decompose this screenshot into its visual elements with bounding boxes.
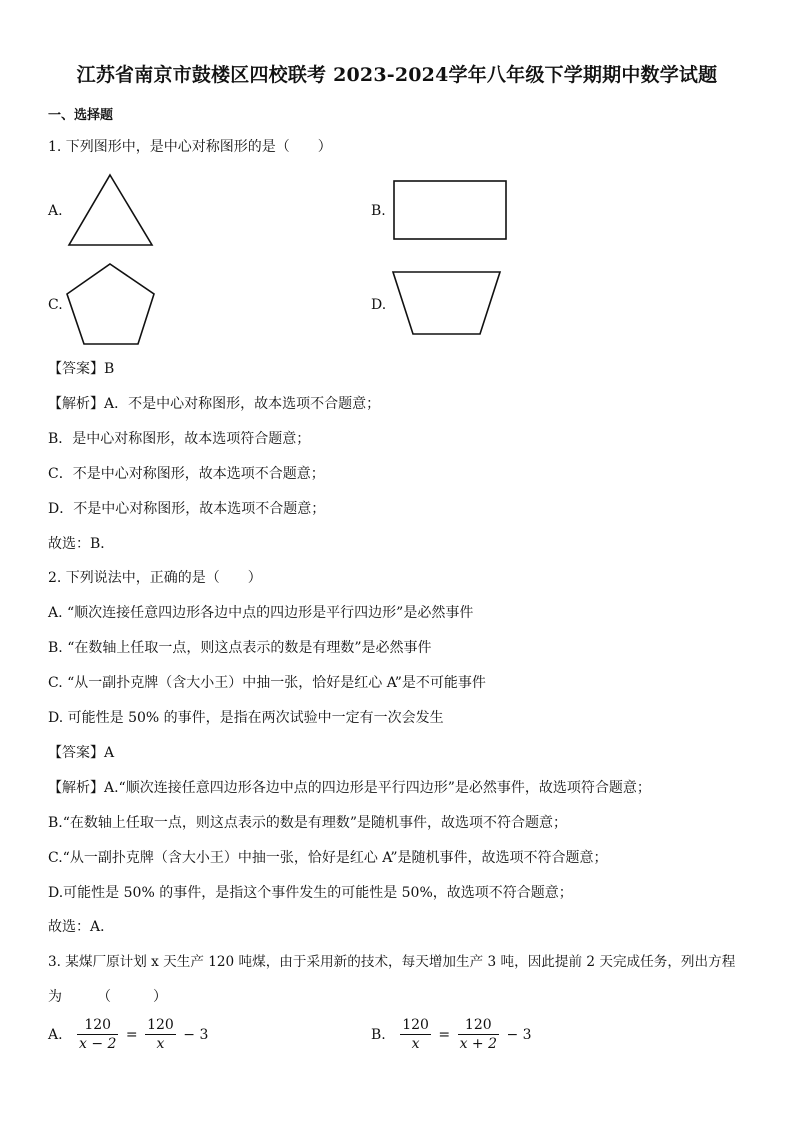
q3-option-a	[48, 1017, 211, 1052]
q2-analysis-line: B.“在数轴上任取一点，则这点表示的数是有理数”是随机事件，故选项不符合题意；	[48, 815, 568, 831]
q2-analysis-line: C.“从一副扑克牌（含大小王）中抽一张，恰好是红心 A”是随机事件，故选项不符合题意；	[48, 850, 608, 866]
q2-option: D. 可能性是 50% 的事件，是指在两次试验中一定有一次会发生	[48, 710, 444, 726]
denominator: x	[411, 1036, 420, 1052]
q3-option-a-label: A.	[48, 1026, 63, 1043]
q1-analysis-line: 【解析】A．不是中心对称图形，故本选项不合题意；	[48, 396, 381, 412]
numerator: 120	[147, 1017, 174, 1033]
q2-analysis-line: 故选：A．	[48, 919, 115, 935]
q3-stem-continued: 为 （ ）	[48, 989, 167, 1005]
fraction	[77, 1017, 118, 1052]
q1-analysis-line: 故选：B．	[48, 536, 115, 552]
pentagon-figure	[64, 260, 160, 348]
q3-option-b-label: B.	[371, 1026, 386, 1043]
section-heading: 一、选择题	[48, 108, 114, 123]
numerator: 120	[402, 1017, 429, 1033]
equals-sign: =	[438, 1026, 451, 1043]
expression-tail: − 3	[506, 1026, 532, 1043]
q3-stem: 3. 某煤厂原计划 x 天生产 120 吨煤，由于采用新的技术，每天增加生产 3 吨，因此提前 2 天完成任务，列出方程	[48, 954, 736, 970]
fraction	[145, 1017, 176, 1052]
denominator: x	[156, 1036, 165, 1052]
q2-stem: 2. 下列说法中，正确的是（ ）	[48, 570, 262, 586]
denominator: x + 2	[459, 1036, 498, 1052]
triangle-figure	[66, 171, 156, 249]
fraction	[400, 1017, 431, 1052]
q2-option: A. “顺次连接任意四边形各边中点的四边形是平行四边形”是必然事件	[48, 605, 474, 621]
q2-option: C. “从一副扑克牌（含大小王）中抽一张，恰好是红心 A”是不可能事件	[48, 675, 486, 691]
q1-analysis-line: D．不是中心对称图形，故本选项不合题意；	[48, 501, 326, 517]
numerator: 120	[77, 1017, 118, 1035]
q1-option-a-label: A.	[48, 203, 63, 219]
fraction	[458, 1017, 499, 1052]
q1-answer: 【答案】B	[48, 361, 115, 377]
q2-option: B. “在数轴上任取一点，则这点表示的数是有理数”是必然事件	[48, 640, 432, 656]
q2-analysis-line: D.可能性是 50% 的事件，是指这个事件发生的可能性是 50%，故选项不符合题意；	[48, 885, 573, 901]
q1-stem: 1. 下列图形中，是中心对称图形的是（ ）	[48, 139, 332, 155]
q1-option-b-label: B.	[371, 203, 386, 219]
rectangle-figure	[391, 178, 509, 242]
expression-tail: − 3	[183, 1026, 209, 1043]
q1-option-c-label: C.	[48, 297, 63, 313]
trapezoid-figure	[390, 268, 504, 338]
q1-analysis-line: C．不是中心对称图形，故本选项不合题意；	[48, 466, 325, 482]
numerator: 120	[458, 1017, 499, 1035]
q1-option-d-label: D.	[371, 297, 387, 313]
q1-analysis-line: B．是中心对称图形，故本选项符合题意；	[48, 431, 311, 447]
q3-option-b	[371, 1017, 535, 1052]
page-title: 江苏省南京市鼓楼区四校联考 2023-2024学年八年级下学期期中数学试题	[76, 64, 718, 86]
equals-sign: =	[125, 1026, 138, 1043]
denominator: x − 2	[79, 1036, 117, 1052]
q2-analysis-line: 【解析】A.“顺次连接任意四边形各边中点的四边形是平行四边形”是必然事件，故选项符合题意；	[48, 780, 651, 796]
q2-answer: 【答案】A	[48, 745, 115, 761]
